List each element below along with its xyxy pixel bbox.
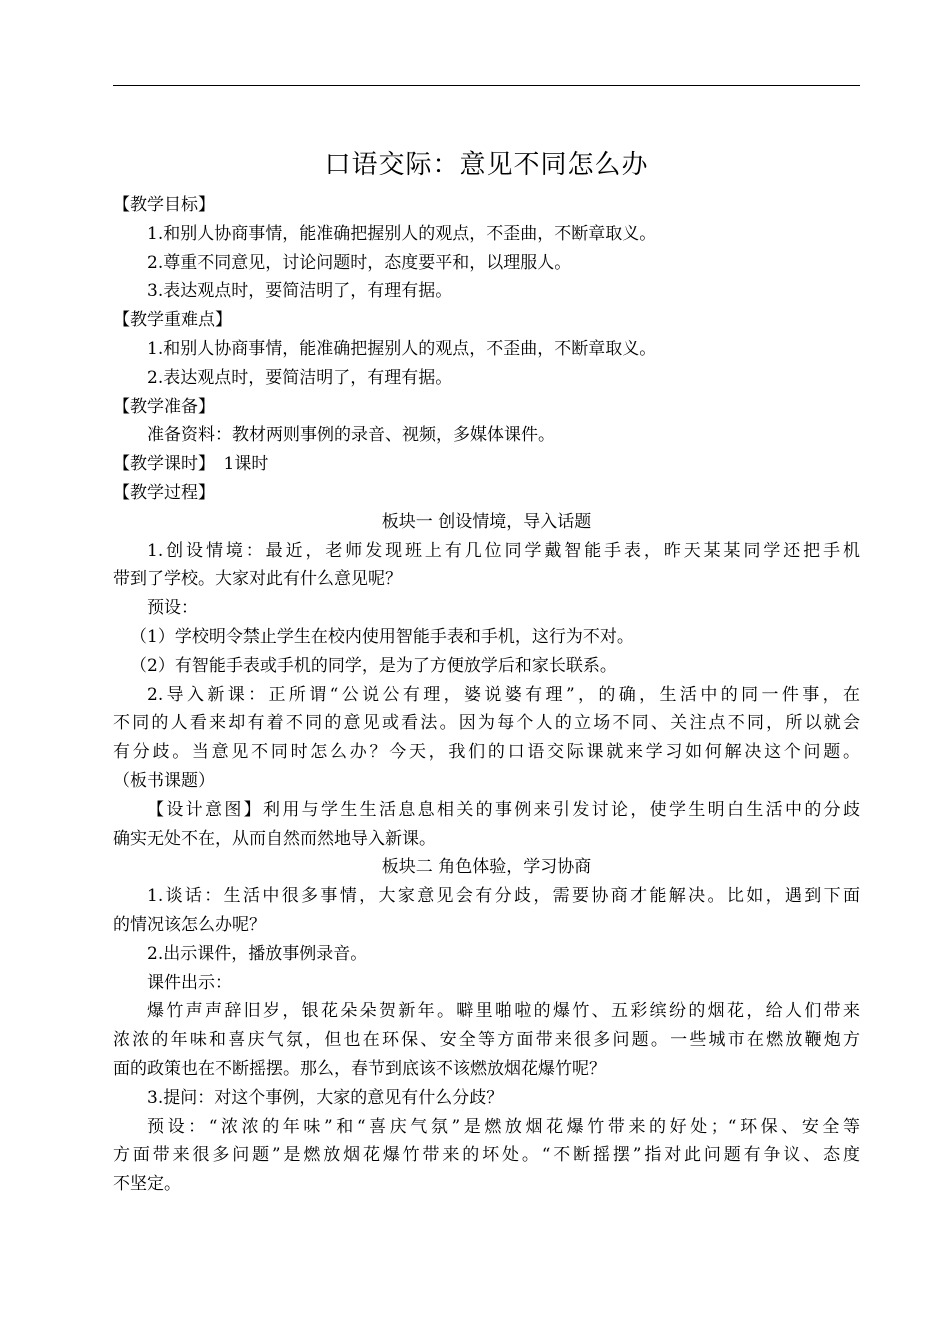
paragraph-line: （板书课题） <box>113 770 215 791</box>
paragraph-line: 爆竹声声辞旧岁，银花朵朵贺新年。噼里啪啦的爆竹、五彩缤纷的烟花，给人们带来 <box>147 1001 860 1022</box>
section-heading-process: 【教学过程】 <box>113 482 215 503</box>
paragraph-line: 2.导入新课：正所谓“公说公有理，婆说婆有理”，的确，生活中的同一件事，在 <box>147 684 860 705</box>
paragraph-line: 带到了学校。大家对此有什么意见呢？ <box>113 569 402 590</box>
paragraph-line: 浓浓的年味和喜庆气氛，但也在环保、安全等方面带来很多问题。一些城市在燃放鞭炮方 <box>113 1030 860 1051</box>
paragraph-line: 1.谈话：生活中很多事情，大家意见会有分歧，需要协商才能解决。比如，遇到下面 <box>147 886 860 907</box>
section-heading-class-hours: 【教学课时】 1课时 <box>113 454 269 475</box>
page-title: 口语交际：意见不同怎么办 <box>324 150 649 180</box>
design-intent-line: 【设计意图】利用与学生生活息息相关的事例来引发讨论，使学生明白生活中的分歧 <box>147 799 860 820</box>
header-rule <box>113 85 860 86</box>
preset-item-2: （2）有智能手表或手机的同学，是为了方便放学后和家长联系。 <box>130 655 617 676</box>
preset-label: 预设： <box>147 598 198 619</box>
design-intent-line: 确实无处不在，从而自然而然地导入新课。 <box>113 828 436 849</box>
paragraph-line: 有分歧。当意见不同时怎么办？今天，我们的口语交际课就来学习如何解决这个问题。 <box>113 742 860 763</box>
paragraph-line: 预设：“浓浓的年味”和“喜庆气氛”是燃放烟花爆竹带来的好处；“环保、安全等 <box>147 1116 860 1137</box>
key-point-1: 1.和别人协商事情，能准确把握别人的观点，不歪曲，不断章取义。 <box>147 338 657 359</box>
paragraph-line: 2.出示课件，播放事例录音。 <box>147 943 368 964</box>
paragraph-line: 的情况该怎么办呢？ <box>113 914 266 935</box>
block-one-heading: 板块一 创设情境，导入话题 <box>381 511 592 532</box>
objective-3: 3.表达观点时，要简洁明了，有理有据。 <box>147 281 453 302</box>
document-body <box>113 145 860 1199</box>
paragraph-line: 1.创设情境：最近，老师发现班上有几位同学戴智能手表，昨天某某同学还把手机 <box>147 540 860 561</box>
preparation-text: 准备资料：教材两则事例的录音、视频，多媒体课件。 <box>147 425 555 446</box>
key-point-2: 2.表达观点时，要简洁明了，有理有据。 <box>147 367 453 388</box>
section-heading-preparation: 【教学准备】 <box>113 396 215 417</box>
preset-item-1: （1）学校明令禁止学生在校内使用智能手表和手机，这行为不对。 <box>130 626 634 647</box>
paragraph-line: 面的政策也在不断摇摆。那么，春节到底该不该燃放烟花爆竹呢？ <box>113 1058 606 1079</box>
section-heading-objectives: 【教学目标】 <box>113 195 215 215</box>
paragraph-line: 3.提问：对这个事例，大家的意见有什么分歧？ <box>147 1087 504 1108</box>
block-two-heading: 板块二 角色体验，学习协商 <box>381 857 592 878</box>
paragraph-line: 不坚定。 <box>113 1174 181 1195</box>
objective-2: 2.尊重不同意见，讨论问题时，态度要平和，以理服人。 <box>147 252 572 273</box>
paragraph-line: 方面带来很多问题”是燃放烟花爆竹带来的坏处。“不断摇摆”指对此问题有争议、态度 <box>113 1145 860 1166</box>
paragraph-line: 不同的人看来却有着不同的意见或看法。因为每个人的立场不同、关注点不同，所以就会 <box>113 713 860 734</box>
section-heading-key-points: 【教学重难点】 <box>113 310 232 331</box>
paragraph-line: 课件出示： <box>147 972 232 993</box>
objective-1: 1.和别人协商事情，能准确把握别人的观点，不歪曲，不断章取义。 <box>147 223 657 244</box>
